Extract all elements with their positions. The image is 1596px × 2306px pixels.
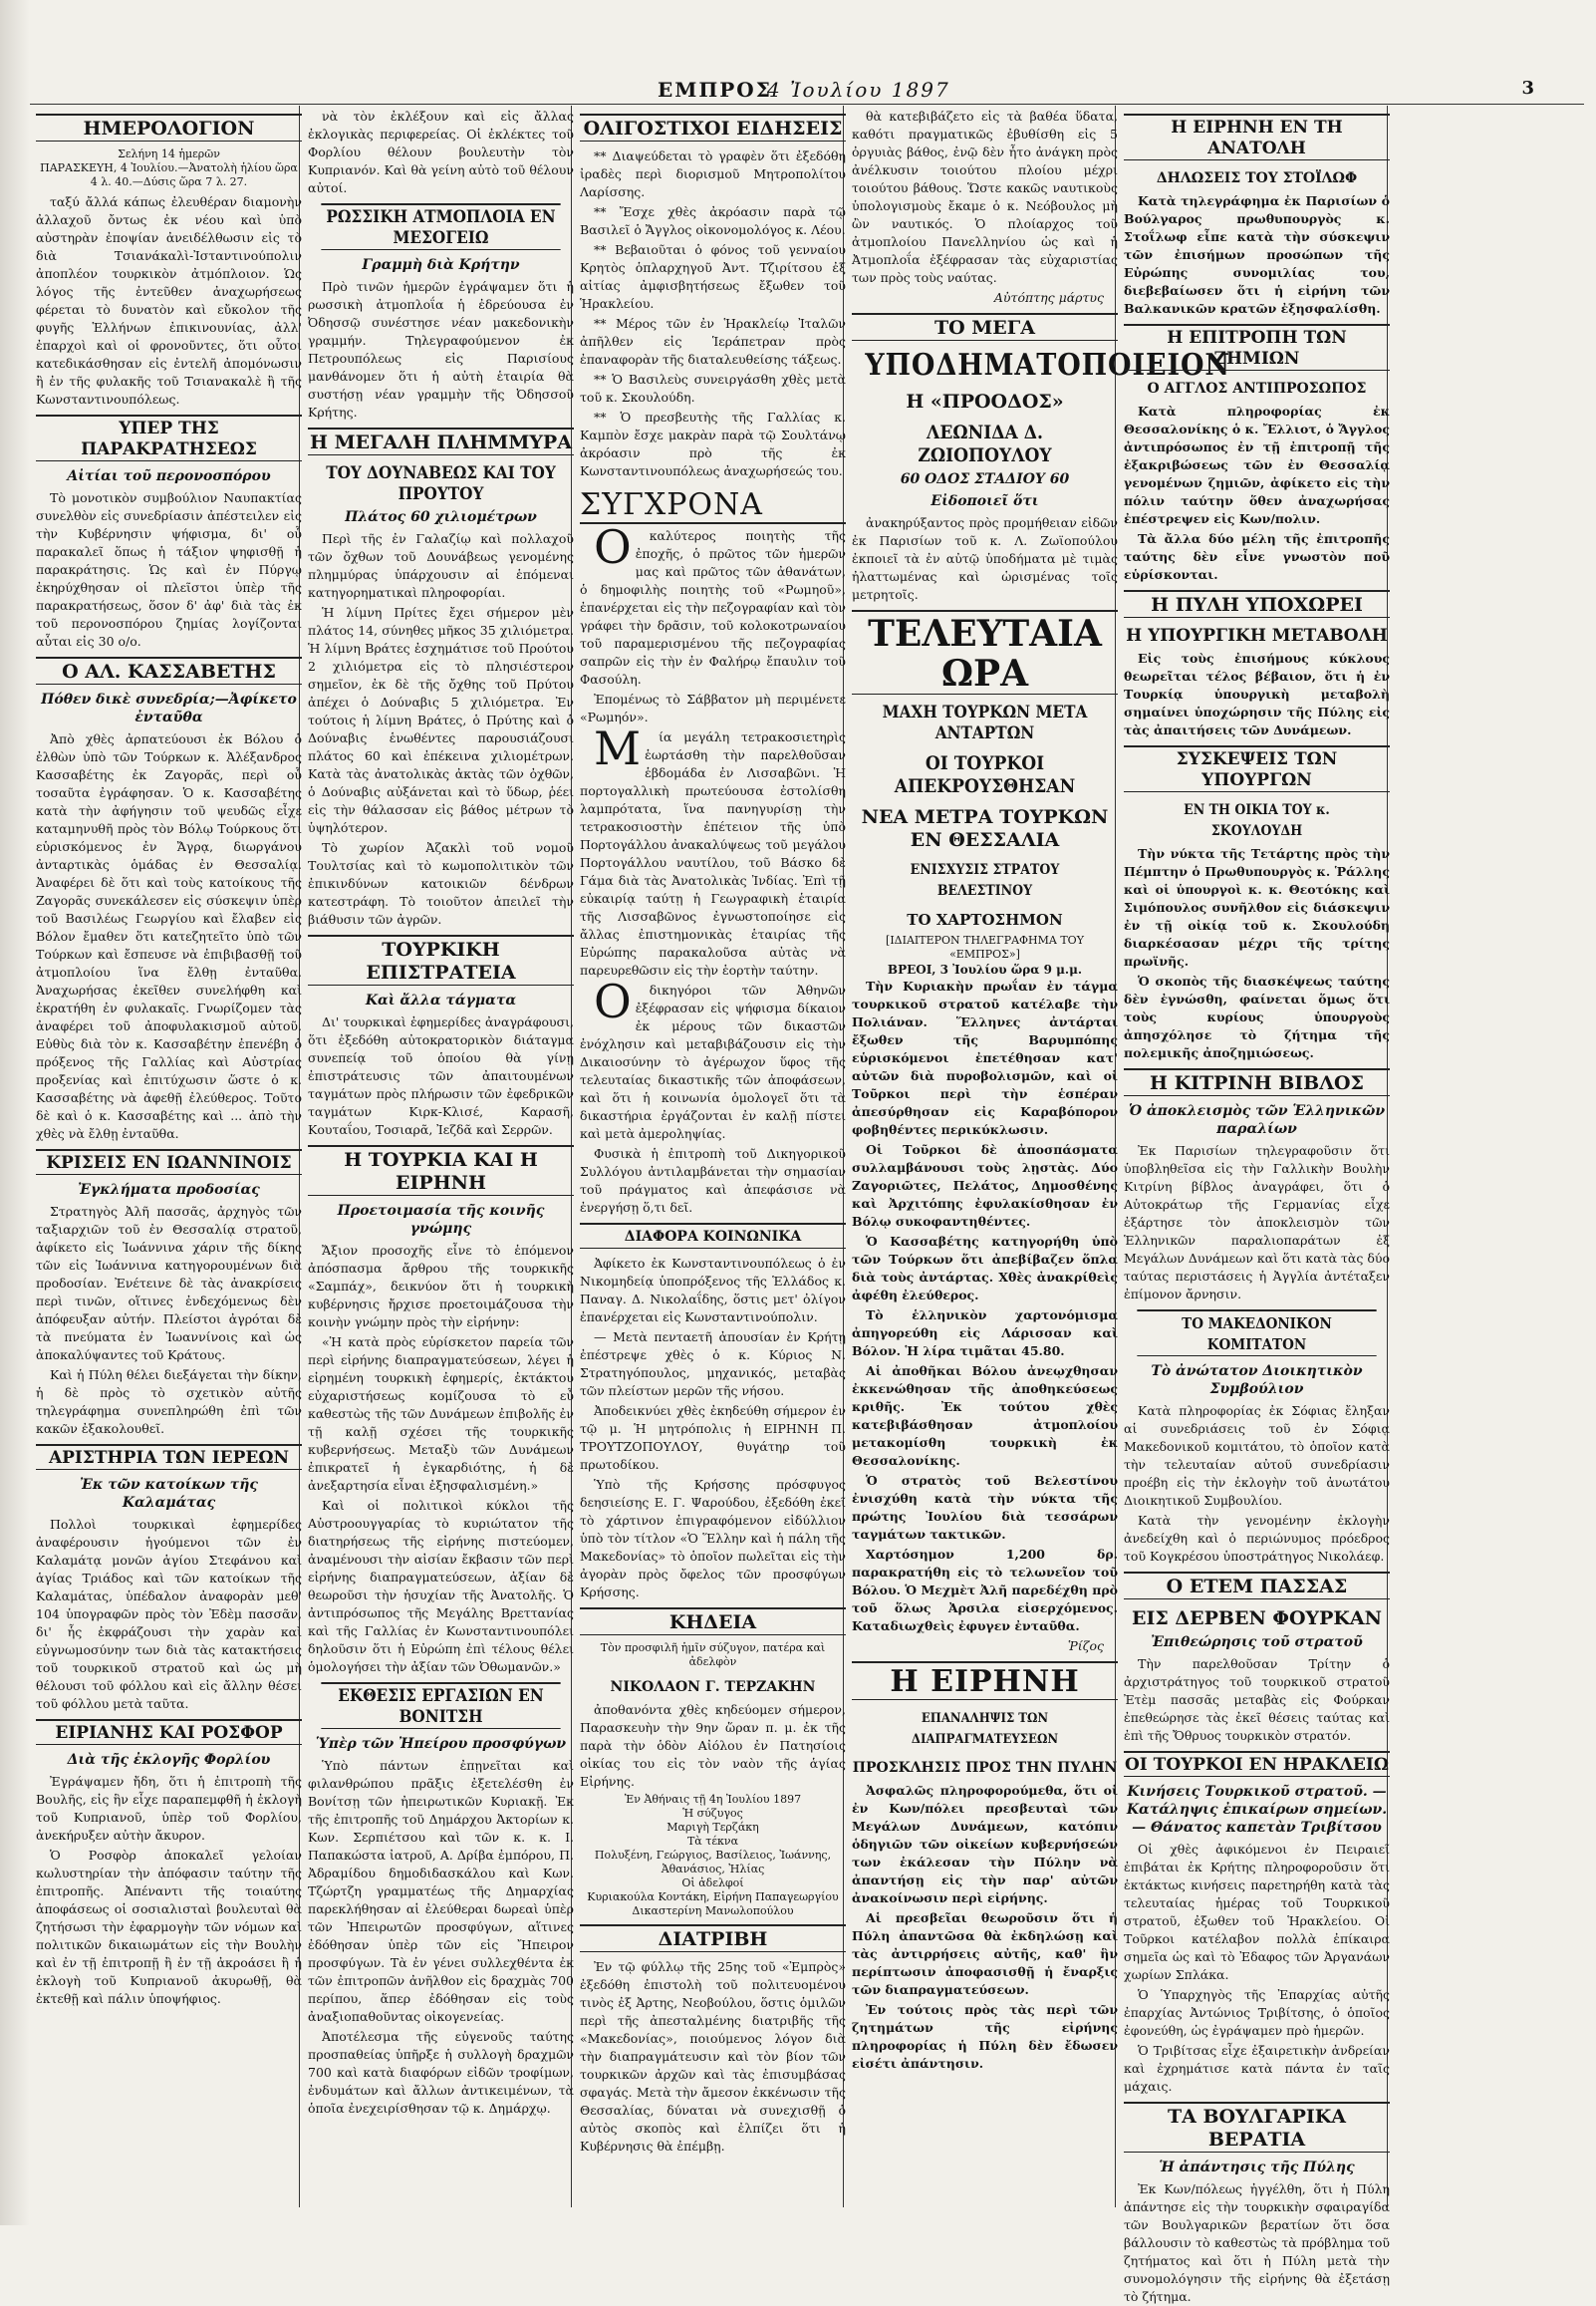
headline: Η ΤΟΥΡΚΙΑ ΚΑΙ Η ΕΙΡΗΝΗ [308, 1145, 574, 1196]
article-text: Κατὰ πληροφορίας ἐκ Θεσσαλονίκης ὁ κ. Ἔλλιοτ, ὁ Ἄγγλος ἀντιπρόσωπος ἐν τῇ ἐπιτροπῇ τῆς ἐξακριβώσεως τῶν ἐν Θεσσαλίᾳ γενομένων ζημιῶν, ἀφίκετο εἰς τὴν πόλιν ταύτην ὅθεν ἀναχωρήσας ἐπέστρεψεν εἰς Κων/πολιν. [1124, 404, 1390, 526]
ad-headline-progress: Η «ΠΡΟΟΔΟΣ» [906, 391, 1064, 413]
funeral-text: ἀποθανόντα χθὲς κηδεύομεν σήμερον, Παρασκευὴν τὴν 9ην ὥραν π. μ. ἐκ τῆς παρὰ τὴν ὁδὸν Αἰόλου ἐν Πατησίοις οἰκίας του εἰς τὸν ναὸν τῆς ἁγίας Εἰρήνης. [580, 1702, 846, 1789]
drop-cap: Μ [594, 721, 642, 775]
brief-item: ** Μέρος τῶν ἐν Ἡρακλείῳ Ἰταλῶν ἀπῆλθεν εἰς Ἱεράπετραν πρὸς ἐπαναφορὰν τῆς διαταλευθείσης τάξεως. [580, 316, 846, 367]
article-text: Ἐν τούτοις πρὸς τὰς περὶ τῶν ζητημάτων τῆς εἰρήνης πληροφορίας ἡ Πύλη δὲν ἔδωσεν εἰσέτι ἀπάντησιν. [852, 2002, 1118, 2071]
article-text: Ὑπὸ τῆς Κρήσσης πρόσφυγος δεησιείσης Ε. Γ. Ψαρούδου, ἐξεδόθη ἐκεῖ τὸ χάρτινον ἐπιγραφόμενον εἰδύλλιον ὑπὸ τὸν τίτλον «Ὁ Ἕλλην καὶ ἡ πάλη τῆς Μακεδονίας» τὸ ὁποῖον πωλεῖται εἰς τὴν ἀγορὰν πρὸς ὄφελος τῶν προσφύγων Κρήσσης. [580, 1477, 846, 1599]
funeral-children-label: Τὰ τέκνα [686, 1835, 739, 1848]
header-rule [30, 104, 1584, 105]
column-text [580, 520, 846, 689]
article-text: Ὁ Ὑπαρχηγὸς τῆς Ἐπαρχίας αὐτῆς ἐπαρχίας Ἀντώνιος Τριβίτσης, ὁ ὁποῖος ἐφονεύθη, ὡς ἐγράψαμεν πρὸ ἡμερῶν. [1124, 1987, 1390, 2038]
column-5 [1118, 108, 1396, 2304]
subheadline: Προετοιμασία τῆς κοινῆς γνώμης [337, 1203, 545, 1237]
brief-item: ** Ὁ πρεσβευτὴς τῆς Γαλλίας κ. Καμπὸν ἔσχε μακρὰν παρὰ τῷ Σουλτάνῳ ἀκρόασιν πρὸ τῆς ἐκ Κωνσταντινουπόλεως ἀναχωρήσεώς του. [580, 410, 846, 478]
column-3 [574, 108, 852, 2205]
article-text: Δι' τουρκικαὶ ἐφημερίδες ἀναγράφουσι, ὅτι ἐξεδόθη αὐτοκρατορικὸν διάταγμα συνεπείᾳ τοῦ ὁποίου θὰ γίνῃ ἐπιστράτευσις τῶν ἀπαιτουμένων ταγμάτων πρὸς πλήρωσιν τῶν ἐφεδρικῶν ταγμάτων Κιρκ-Κλισέ, Καρασῆ, Κουταΐου, Τοσιαρᾶ, Ἰεζδᾶ καὶ Σερρῶν. [308, 1014, 574, 1137]
column-text: Ἐπομένως τὸ Σάββατον μὴ περιμένετε «Ρωμηόν». [580, 692, 846, 724]
headline: ΕΚΘΕΣΙΣ ΕΡΓΑΣΙΩΝ ΕΝ ΒΟΝΙΤΣΗ [321, 1682, 560, 1729]
article-text: Ἀφίκετο ἐκ Κωνσταντινουπόλεως ὁ ἐν Νικομηδείᾳ ὑποπρόξενος τῆς Ἑλλάδος κ. Παναγ. Δ. Νικολαΐδης, ὅστις μετ' ὀλίγον ἐπανέρχεται εἰς Κωνσταντινούπολιν. [580, 1256, 846, 1324]
funeral-siblings: Κυριακούλα Κοντάκη, Εἰρήνη Παπαγεωργίου Δικαστερίνη Μανωλοπούλου [587, 1890, 839, 1917]
subheadline: Ἡ ἀπάντησις τῆς Πύλης [1159, 2160, 1355, 2175]
article-text: Ἀποτέλεσμα τῆς εὐγενοῦς ταύτης προσπαθείας ὑπῆρξε ἡ συλλογὴ δραχμῶν 700 καὶ κατὰ διαφόρων εἰδῶν τροφίμων, ἐνδυμάτων καὶ ἄλλων ἀντικειμένων, τὰ ὁποῖα ἐνεχειρίσθησαν τῷ κ. Δημάρχῳ. [308, 2029, 574, 2116]
funeral-intro: Τὸν προσφιλῆ ἡμῖν σύζυγον, πατέρα καὶ ἀδελφὸν [600, 1641, 826, 1668]
column-text-body: ία μεγάλη τετρακοσιετηρὶς ἑωρτάσθη τὴν παρελθοῦσαν ἑβδομάδα ἐν Λισσαβῶνι. Ἡ πορτογαλλικὴ πρωτεύουσα ἐστολίσθη λαμπρότατα, ἵνα πανηγυρίσῃ τὴν τετρακοσιοστὴν ἐπέτειον τῆς ὑπὸ Πορτογάλλου ἀνακαλύψεως τοῦ μεγάλου Πορτογάλλου ναυτίλου, τοῦ Βάσκο δὲ Γάμα διὰ τὰς Ἀνατολικὰς Ἰνδίας. Ἐπὶ τῇ εὐκαιρίᾳ ταύτῃ ἡ Γεωγραφικὴ ἑταιρία τῆς Λισσαβῶνος ἐγνωστοποίησε εἰς ἄλλας ἐπιστημονικὰς ἑταιρίας τῆς Εὐρώπης παρακαλοῦσα αὐτὰς νὰ παρευρεθῶσιν εἰς τὴν ἑορτὴν ταύτην. [580, 729, 846, 978]
article-text: θὰ κατεβιβάζετο εἰς τὰ βαθέα ὕδατα, καθότι πραγματικῶς ἐβυθίσθη εἰς 5 ὀργυιὰς βάθος, ἐνῷ δὲν ἦτο ἀνάγκη πρὸς ἀνέλκυσιν τοιούτου πλοίου μέχρι τοιούτου βάθους. Ὥστε κακῶς ναυτικοὺς ὑπολογισμοὺς ἔκαμε ὁ κ. Νεόβουλος μὴ ὢν ναυτικός. Ὁ πλοίαρχος τοῦ ἀτμοπλοίου Πανελληνίου ὡς καὶ ἡ Ἀτμοπλοΐα ἐξέφρασαν τὰς εὐχαριστίας των πρὸς τοὺς ναύτας. [852, 109, 1118, 285]
headline: Η ΕΠΙΤΡΟΠΗ ΤΩΝ ΖΗΜΙΩΝ [1124, 324, 1390, 371]
article-text: Οἱ Τοῦρκοι δὲ ἀποσπάσματα συλλαμβάνουσι τοὺς λῃστὰς. Δύο Ζαγοριῶτες, Πελάτος, Δημοσθένης καὶ Ἀρχιτόπης ἐφυλακίσθησαν ἐν Βόλῳ συκοφαντηθέντες. [852, 1142, 1118, 1229]
article-text: νὰ τὸν ἐκλέξουν καὶ εἰς ἄλλας ἐκλογικὰς περιφερείας. Οἱ ἐκλέκτες τοῦ Φορλίου θέλουν βουλευτὴν τὸν Κυπριανόν. Καὶ θὰ γείνη αὐτὸ τοῦ θέλουν αὐτοί. [308, 109, 574, 195]
headline: Η ΠΥΛΗ ΥΠΟΧΩΡΕΙ [1124, 590, 1390, 618]
torn-edge [0, 0, 30, 2225]
ad-headline-owner: ΛΕΩΝΙΔΑ Δ. ΖΩΙΟΠΟΥΛΟΥ [918, 422, 1052, 466]
subheadline: Ὁ ἀποκλεισμὸς τῶν Ἑλληνικῶν παραλίων [1128, 1103, 1386, 1137]
article-text: Ὁ στρατὸς τοῦ Βελεστίνου ἐνισχύθη κατὰ τὴν νύκτα τῆς πρώτης Ἰουλίου διὰ τεσσάρων ταγμάτων τακτικῶν. [852, 1473, 1118, 1542]
headline: ΠΡΟΣΚΛΗΣΙΣ ΠΡΟΣ ΤΗΝ ΠΥΛΗΝ [852, 1760, 1118, 1776]
headline: ΕΙΡΙΑΝΗΣ ΚΑΙ ΡΟΣΦΟΡ [36, 1719, 302, 1745]
article-text: Αἱ πρεσβεῖαι θεωροῦσιν ὅτι ἡ Πύλη ἀπαντῶσα θὰ ἐκδηλώσῃ καὶ τὰς ἀντιρρήσεις αὐτῆς, καθ' ἣν περίπτωσιν ἀποφασισθῇ ἡ ἔναρξις τῶν διαπραγματεύσεων. [852, 1910, 1118, 1997]
headline-funeral: ΚΗΔΕΙΑ [580, 1607, 846, 1635]
drop-cap: Ο [594, 975, 632, 1028]
article-text: Τὴν Κυριακὴν πρωΐαν ἐν τάγμα τουρκικοῦ στρατοῦ κατέλαβε τὴν Πολιάναν. Ἕλληνες ἀντάρται ἔξωθεν τῆς Βαρυμπόπης εὑρισκόμενοι ἐπετέθησαν κατ' αὐτῶν διὰ πυροβολισμῶν, καὶ οἱ Τοῦρκοι περὶ τὴν ἑσπέραν ἀπεσύρθησαν εἰς Καραβόπορον φοβηθέντες περικύκλωσιν. [852, 979, 1118, 1137]
headline-peace: Η ΕΙΡΗΝΗ [852, 1661, 1118, 1700]
headline: ΝΕΑ ΜΕΤΡΑ ΤΟΥΡΚΩΝ ΕΝ ΘΕΣΣΑΛΙΑ [861, 806, 1109, 851]
calendar-sun: ΠΑΡΑΣΚΕΥΗ, 4 Ἰουλίου.—Ἀνατολὴ ἡλίου ὥρα 4 λ. 40.—Δύσις ὥρα 7 λ. 27. [40, 161, 298, 188]
article-text: Εἰς τοὺς ἐπισήμους κύκλους θεωρεῖται τέλος βέβαιον, ὅτι ἡ ἐν Τουρκίᾳ ὑπουργικὴ μεταβολὴ σημαίνει ὑποχώρησιν τῆς Πύλης εἰς τὰς ἀπαιτήσεις τῶν Δυνάμεων. [1124, 651, 1390, 737]
headline: Η ΜΕΓΑΛΗ ΠΛΗΜΜΥΡΑ [308, 428, 574, 455]
headline: ΔΙΑΦΟΡΑ ΚΟΙΝΩΝΙΚΑ [580, 1223, 846, 1249]
article-text: Ἐκ Κων/πόλεως ἠγγέλθη, ὅτι ἡ Πύλη ἀπάντησε εἰς τὴν τουρκικὴν σφαιραγίδα τῶν Βουλγαρικῶν βερατίων ὅτι ὅσα βάλλουσιν τὸ καθεστὼς τὰ πρόβλημα τοῦ ζητήματος καὶ ὅτι ἡ Πύλη μετὰ τὴν συνομολόγησιν τῆς εἰρήνης θὰ ἐξετάσῃ τὸ ζήτημα. [1124, 2181, 1390, 2304]
article-text: Ἀποδεικνύει χθὲς ἐκηδεύθη σήμερον ἐν τῷ μ. Ἡ μητρόπολις ἡ ΕΙΡΗΝΗ Π. ΤΡΟΥΤΖΟΠΟΥΛΟΥ, θυγάτηρ τοῦ πρωτοδίκου. [580, 1403, 846, 1472]
headline: ΣΥΣΚΕΨΕΙΣ ΤΩΝ ΥΠΟΥΡΓΩΝ [1124, 745, 1390, 792]
subheadline: Αἰτίαι τοῦ περονοσπόρου [67, 468, 271, 484]
ad-headline: ΤΟ ΜΕΓΑ [852, 313, 1118, 341]
brief-item: ** Διαψεύδεται τὸ γραφὲν ὅτι ἐξεδόθη ἰραδὲς περὶ διορισμοῦ Μητροπολίτου Λαρίσσης. [580, 148, 846, 199]
article-text: Ἄξιον προσοχῆς εἶνε τὸ ἑπόμενον ἀπόσπασμα ἄρθρου τῆς τουρκικῆς «Σαμπάχ», δεικνύον ὅτι ἡ τουρκικὴ κυβέρνησις ἤρχισε προετοιμάζουσα τὴν κοινὴν γνώμην πρὸς τὴν εἰρήνην: [308, 1243, 574, 1329]
article-text: Ὁ Τριβίτσας εἶχε ἐξαιρετικὴν ἀνδρείαν καὶ ἐχρημάτισε κατὰ πάντα ἐν ταῖς μάχαις. [1124, 2043, 1390, 2094]
article-text: Τὸ χωρίον Ἀζακλὶ τοῦ νομοῦ Τουλτσίας καὶ τὸ κωμοπολιτικὸν τῶν ἐπικινδύνων κατοικιῶν δένδρων κατεστράφη. Τὸ τοιοῦτον ἀπειλεῖ τὴν βιάθυσιν τῶν ἀγρῶν. [308, 840, 574, 927]
article-text: Αἱ ἀποθῆκαι Βόλου ἀνεῳχθησαν ἐκκενώθησαν τῆς ἀποθηκεύσεως κριθῆς. Ἐκ τούτου χθὲς κατεβιβάσθησαν ἀτμοπλοίου μετακομίσθη τουρκικὴ ἐκ Θεσσαλονίκης. [852, 1363, 1118, 1468]
subheadline: Πόθεν δικὲ συνεδρία;—Ἀφίκετο ἐνταῦθα [41, 692, 297, 725]
funeral-children: Πολυξένη, Γεώργιος, Βασίλειος, Ἰωάννης, Ἀθανάσιος, Ἠλίας [594, 1849, 832, 1875]
headline: ΕΠΑΝΑΛΗΨΙΣ ΤΩΝ ΔΙΑΠΡΑΓΜΑΤΕΥΣΕΩΝ [911, 1711, 1059, 1747]
headline: ΟΛΙΓΟΣΤΙΧΟΙ ΕΙΔΗΣΕΙΣ [580, 114, 846, 142]
article-text: Καὶ ἡ Πύλη θέλει διεξάγεται τὴν δίκην, ἡ δὲ πρὸς τὸ σχετικὸν αὐτῆς τηλεγράφημα συνεπληρώθη ἐπὶ τῶν κακῶν ἐξακολουθεῖ. [36, 1367, 302, 1436]
headline: ΔΙΑΤΡΙΒΗ [580, 1924, 846, 1952]
article-text: Ὑπὸ πάντων ἐπῃνεῖται καὶ φιλανθρώπου πρᾶξις ἐξετελέσθη ἐν Βονίτσῃ τῶν ἠπειρωτικῶν Κυριακῇ. Ἐκ τῆς ἐπιτροπῆς τοῦ Δημάρχου Ἀκτορίων κ. Κων. Σερπιέτσου καὶ τῶν κ. κ. Ι. Παπακώστα ἰατροῦ, Α. Δρίβα ἐμπόρου, Π. Ἀδραμίδου δημοδιδασκάλου καὶ Κων. Τζώρτζη γραμματέως τῆς Δημαρχίας παρεκλήθησαν αἱ ἐλεύθεραι δωρεαὶ ὑπὲρ τῶν Ἠπειρωτῶν προσφύγων, αἵτινες ἐδόθησαν ὑπὲρ τῶν εἰς Ἤπειρον προσφύγων. Τὰ ἐν γένει συλλεχθέντα ἐκ τῶν ἐπιτροπῶν ἀνῆλθον εἰς δραχμὰς 700 περίπου, ἅπερ ἐδόθησαν εἰς τοὺς ἀναξιοπαθοῦντας οἰκογενείας. [308, 1758, 574, 2024]
subheadline: Ἐκ τῶν κατοίκων τῆς Καλαμάτας [80, 1477, 258, 1511]
brief-item: ** Ἔσχε χθὲς ἀκρόασιν παρὰ τῷ Βασιλεῖ ὁ Ἄγγλος οἰκονομολόγος κ. Λέου. [580, 204, 846, 237]
headline: ΡΩΣΣΙΚΗ ΑΤΜΟΠΛΟΙΑ ΕΝ ΜΕΣΟΓΕΙΩ [321, 203, 560, 250]
drop-cap: Ο [594, 520, 632, 574]
headline: Ο ΕΤΕΜ ΠΑΣΣΑΣ [1124, 1572, 1390, 1599]
article-text: Τὴν παρελθοῦσαν Τρίτην ὁ ἀρχιστράτηγος τοῦ τουρκικοῦ στρατοῦ Ἐτὲμ πασσᾶς μεταβὰς εἰς Φούρκαν ἐπεθεώρησε τὰς ἐκεῖ θέσεις ταύτας καὶ ἐπὶ τῆς Ὄθρυος τουρκικὸν στρατόν. [1124, 1656, 1390, 1743]
headline: ΟΙ ΤΟΥΡΚΟΙ ΕΝ ΗΡΑΚΛΕΙΩ [1124, 1751, 1390, 1777]
column-text: Φυσικὰ ἡ ἐπιτροπὴ τοῦ Δικηγορικοῦ Συλλόγου ἀντιλαμβάνεται τὴν σημασίαν τοῦ πράγματος καὶ ἀπεφάσισε νὰ ἐνεργήσῃ ὅ,τι δεῖ. [580, 1146, 846, 1215]
headline: ΤΟ ΧΑΡΤΟΣΗΜΟΝ [907, 911, 1063, 929]
page-margin [1390, 108, 1596, 2205]
article-text: Τὸ μονοτικὸν συμβούλιον Ναυπακτίας συνελθὸν εἰς συνεδρίασιν ἀπέστειλεν εἰς τὴν Κυβέρνησιν ψήφισμα, δι' οὗ παρακαλεῖ ὅπως ἡ τάξιον ψηφισθῇ ἡ παρακράτησις. Ὡς καὶ ἐν Πύργῳ ἐκηρύχθησαν οἱ πλεῖστοι ὑπὲρ τῆς παρακρατήσεως, ὅσον δ' ἀφ' διὰ τὰς ἐκ τοῦ περονοσπόρου ζημίας λογίζονται αὗται εἰς 30 ο/ο. [36, 490, 302, 649]
headline: ΕΙΣ ΔΕΡΒΕΝ ΦΟΥΡΚΑΝ [1131, 1607, 1383, 1629]
headline: Η ΚΙΤΡΙΝΗ ΒΙΒΛΟΣ [1124, 1068, 1390, 1096]
ad-text: ἀνακηρύξαντος πρὸς προμήθειαν εἰδῶν ἐκ Παρισίων τοῦ κ. Λ. Ζωϊοπούλου ἐκποιεῖ τὰ ἐν αὐτῷ ὑποδήματα μὲ τιμὰς ἠλαττωμένας καὶ ὡρισμένας τοῖς μετρητοῖς. [852, 515, 1118, 602]
telegram-note: [ΙΔΙΑΙΤΕΡΟΝ ΤΗΛΕΓΡΑΦΗΜΑ ΤΟΥ «ΕΜΠΡΟΣ»] [886, 934, 1084, 961]
article-text: Τὰ ἄλλα δύο μέλη τῆς ἐπιτροπῆς ταύτης δὲν εἶνε γνωστὸν ποῦ εὑρίσκονται. [1124, 531, 1390, 582]
article-text: Ὁ Ροσφὸρ ἀποκαλεῖ γελοίαν κωλυστηρίαν τὴν ἀπόφασιν ταύτην τῆς ἐπιτροπῆς. Ἀπέναντι τῆς τοιαύτης ἀποφάσεως οἱ σοσιαλισταὶ βουλευταὶ θὰ ζητήσωσι τὴν ἐφαρμογὴν τῶν νόμων καὶ πολιτικῶν δικαιωμάτων εἰς τὴν Βουλὴν καὶ ἐν τῇ ἐπιτροπῇ ἢ ἐν τῇ ἀκροάσει ἢ ἡ ἐκλογὴ τοῦ Κυπριανοῦ ἀκυρωθῇ, θὰ ἐκτεθῇ καὶ πάλιν ὑποψήφιος. [36, 1848, 302, 2006]
column-text-body: καλύτερος ποιητὴς τῆς ἐποχῆς, ὁ πρῶτος τῶν ἡμερῶν μας καὶ πρῶτος τῶν ἀθανάτων, ὁ δημοφιλὴς ποιητὴς τοῦ «Ρωμηοῦ», ἐπανέρχεται εἰς τὴν πεζογραφίαν καὶ τὸν γράφει τὴν δρᾶσιν, τοῦ κολοκοτρωναίου τοῦ παραμερισμένου τῆς πεζογραφίας σαπρῶν εἰς τὴν ἐν Φαλήρῳ ἔπαυλιν τοῦ Φασούλη. [580, 528, 846, 687]
funeral-spouse-name: Μαριγὴ Τερζάκη [666, 1821, 759, 1834]
masthead-title: ΕΜΠΡΟΣ [658, 78, 772, 102]
column-2 [302, 108, 580, 2205]
calendar-title: ΗΜΕΡΟΛΟΓΙΟΝ [36, 114, 302, 142]
headline: ΕΝ ΤΗ ΟΙΚΙΑ ΤΟΥ κ. ΣΚΟΥΛΟΥΔΗ [1184, 802, 1330, 839]
subheadline: Ὑπὲρ τῶν Ἠπείρου προσφύγων [315, 1736, 567, 1752]
article-text: — Μετὰ πενταετῆ ἀπουσίαν ἐν Κρήτῃ ἐπέστρεψε χθὲς ὁ κ. Κύριος Ν. Στρατηγόπουλος, μηχανικός, μεταβὰς τῶν πλείστων μερῶν τῆς νήσου. [580, 1329, 846, 1398]
article-text: Πολλοὶ τουρκικαὶ ἐφημερίδες ἀναφέρουσιν ἡγούμενοι τῶν ἐν Καλαμάτᾳ μονῶν ἁγίου Στεφάνου καὶ ἁγίας Τριάδος καὶ τῶν κατοίκων τῆς Καλαμάτας, ὑπέδαλον ἀναφορὰν μεθ' 104 ὑπογραφῶν πρὸς τὸν Ἐδὲμ πασσᾶν, δι' ἧς ἐκφράζουσι τὴν χαρὰν καὶ εὐγνωμοσύνην των διὰ τὰς κατακτήσεις τοῦ τουρκικοῦ στρατοῦ καὶ ὡς μὴ θέλουσι τοῦ φόλλου καὶ εἰς ἄλλην θέσει τοῦ φόλλου μετὰ ταῦτα. [36, 1517, 302, 1711]
column-text-body: δικηγόροι τῶν Ἀθηνῶν ἐξέφρασαν εἰς ψήφισμα δίκαιον ἐκ μέρους τῶν δικαστῶν ἐνόχλησιν καὶ μεταβιβάζουσιν εἰς τὴν Δικαιοσύνην τὸ ἀγέρωχον ὕφος τῆς τελευταίας δικαστικῆς τῶν ἀποφάσεων, καὶ ὅτι ἡ κοινωνία ὁμολογεῖ ὅτι τὰ δικαστήρια ἐργάζονται ἐν καλῇ πίστει καὶ μετὰ ἀμεροληψίας. [580, 983, 846, 1141]
article-text: «Ἡ κατὰ πρὸς εὑρίσκετον παρεία τῶν περὶ εἰρήνης διαπραγματεύσεων, λέγει ἡ εἰρημένη τουρκικὴ ἐφημερίς, ἐκτάκτου εὐχαριστήσεως κομίζουσα τὸ εὖ καθεστὼς τῆς τῶν Δυνάμεων ἐπιβολῆς ἐν τῇ καλῇ σχέσει τῆς τουρκικῆς κυβερνήσεως. Μεταξὺ τῶν Δυνάμεων ἐπικρατεῖ ἡ ἐγκαρδιότης, ἡ δὲ ἀνεξαρτησία εἶναι ἐξησφαλισμένη.» [308, 1334, 574, 1493]
page-number: 3 [1521, 78, 1536, 99]
masthead [658, 78, 1554, 106]
article-text: Ἡ λίμνη Πρίτες ἔχει σήμερον μὲν πλάτος 14, σύνηθες μῆκος 35 χιλιόμετρα. Ἡ λίμνη Βράτες ἐσχημάτισε τοῦ Προύτου 2 χιλιόμετρα εἰς τὸ πλησιέστερον σημεῖον, ἐκ δὲ τῆς ὄχθης τοῦ Πρύτου ἀπέχει ὁ Δούναβις 5 χιλιόμετρα. Ἐν τούτοις ἡ λίμνη Βράτες, ὁ Πρύτης καὶ ὁ Δούναβις ἑνωθέντες παρουσιάζουσι πλάτος 60 καὶ ἐπέκεινα χιλιομέτρων. Κατὰ τὰς ἀνατολικὰς ἀκτὰς τῶν ὀχθῶν, ὁ Δούναβις αὐξάνεται καὶ τὸ ὕδωρ, ῥέει εἰς τὴν θάλασσαν εἰς βάθος μέτρων τὸ ὑψηλότερον. [308, 605, 574, 835]
article-text: Κατὰ τηλεγράφημα ἐκ Παρισίων ὁ Βούλγαρος πρωθυπουργὸς κ. Στοΐλωφ εἶπε κατὰ τὴν σύσκεψιν τῶν ἐπισήμων προσώπων τῆς Εὐρώπης συνομιλίας του, διεβεβαίωσεν ὅτι ἡ εἰρήνη τῶν Βαλκανικῶν κρατῶν ἐξησφαλίσθη. [1124, 193, 1390, 316]
brief-item: ** Βεβαιοῦται ὁ φόνος τοῦ γενναίου Κρητὸς ὁπλαρχηγοῦ Ἀντ. Τζιρίτσου ἐξ αἰτίας ἀμφισβητήσεως ἔξωθεν τοῦ Ἡρακλείου. [580, 242, 846, 311]
article-text: Ἀσφαλῶς πληροφορούμεθα, ὅτι οἱ ἐν Κων/πόλει πρεσβευταὶ τῶν Μεγάλων Δυνάμεων, κατόπιν ὁδηγιῶν τῶν οἰκείων κυβερνήσεών των ἐκάλεσαν τὴν Πύλην νὰ ἀπαντήσῃ εἰς τὴν παρ' αὐτῶν ἀνακοίνωσιν περὶ εἰρήνης. [852, 1783, 1118, 1905]
signature: Αὐτόπτης μάρτυς [993, 290, 1104, 305]
article-text: Τὴν νύκτα τῆς Τετάρτης πρὸς τὴν Πέμπτην ὁ Πρωθυπουργὸς κ. Ῥάλλης καὶ οἱ ὑπουργοὶ κ. κ. Θεοτόκης καὶ Σιμόπουλος συνῆλθον εἰς διάσκεψιν ἐν τῇ οἰκίᾳ τοῦ κ. Σκουλούδη διαρκέσασαν μέχρι τῆς τρίτης πρωϊνῆς. [1124, 846, 1390, 969]
column-text [580, 721, 846, 980]
headline: ΚΡΙΣΕΙΣ ΕΝ ΙΩΑΝΝΙΝΟΙΣ [36, 1149, 302, 1175]
article-text: Περὶ τῆς ἐν Γαλαζίῳ καὶ πολλαχοῦ τῶν ὄχθων τοῦ Δουνάβεως γενομένης πλημμύρας ὑπάρχουσιν αἱ ἑπόμεναι κατηγορηματικαὶ πληροφορίαι. [308, 531, 574, 600]
signature: Ῥίζος [1067, 1638, 1104, 1653]
article-text: Στρατηγὸς Ἀλῆ πασσᾶς, ἀρχηγὸς τῶν ταξιαρχιῶν τοῦ ἐν Θεσσαλίᾳ στρατοῦ, ἀφίκετο εἰς Ἰωάννινα χάριν τῆς δίκης τῶν εἰς Ἰωάννινα κατηγορουμένων διὰ προδοσίαν. Ἐνέτεινε δὲ τὰς ἀνακρίσεις περὶ τινῶν, οἵτινες ἐνδεχόμενως δὲν ἀπόφευξαν αὐτήν. Πλείστοι ἀγρόται δὲ τὰ πνεύματα ἐν Ἰωαννίνοις καὶ ὡς ἀποκαλύψαντες τοῦ Κράτους. [36, 1204, 302, 1362]
article-text: Καὶ οἱ πολιτικοὶ κύκλοι τῆς Αὐστροουγγαρίας τὸ κυριώτατον τῆς διατηρήσεως τῆς εἰρήνης πιστεύομεν, ἀναμένουσι τὴν αἰσίαν ἔκβασιν τῶν περὶ εἰρήνης διαπραγματεύσεων, ἀξίαν δὲ θεωροῦσι τὴν ἡσυχίαν τῆς Ἀνατολῆς. Ὁ ἀντιπρόσωπος τῆς Μεγάλης Βρεττανίας καὶ τῆς Γαλλίας ἐν Κωνσταντινουπόλει δηλοῦσιν ὅτι ἡ Εὐρώπη ἐπὶ τέλους θέλει ὁμολογήσει τὴν ἀξίαν τῶν Ὀθωμανῶν.» [308, 1498, 574, 1674]
dateline: ΒΡΕΟΙ, 3 Ἰουλίου ὥρα 9 μ.μ. [887, 963, 1083, 977]
article-text: Ἐγράψαμεν ἤδη, ὅτι ἡ ἐπιτροπὴ τῆς Βουλῆς, εἰς ἣν εἶχε παραπεμφθῆ ἡ ἐκλογὴ τοῦ Κυπριανοῦ, ὑπὲρ τοῦ Φορλίου, ἀνεκήρυξεν αὐτὴν ἄκυρον. [36, 1774, 302, 1843]
headline: ΕΝΙΣΧΥΣΙΣ ΣΤΡΑΤΟΥ ΒΕΛΕΣΤΙΝΟΥ [910, 862, 1060, 899]
ad-notice: Εἰδοποιεῖ ὅτι [931, 493, 1039, 509]
headline: ΔΗΛΩΣΕΙΣ ΤΟΥ ΣΤΟΪΛΩΦ [1156, 170, 1358, 186]
headline: ΤΟΥΡΚΙΚΗ ΕΠΙΣΤΡΑΤΕΙΑ [308, 935, 574, 986]
masthead-date: 4 Ἰουλίου 1897 [767, 78, 950, 102]
column-text [580, 975, 846, 1143]
subheadline: Διὰ τῆς ἐκλογῆς Φορλίου [67, 1752, 271, 1768]
calendar-moon: Σελήνη 14 ἡμερῶν [118, 147, 220, 160]
subheadline: Πλάτος 60 χιλιομέτρων [345, 509, 537, 525]
article-text: Ὁ σκοπὸς τῆς διασκέψεως ταύτης δὲν ἐγνώσθη, φαίνεται ὅμως ὅτι τοὺς κυρίους ὑπουργοὺς ἀπησχόλησε τὸ ζήτημα τῆς πολεμικῆς ἀποζημιώσεως. [1124, 974, 1390, 1060]
article-text: Οἱ χθὲς ἀφικόμενοι ἐν Πειραιεῖ ἐπιβάται ἐκ Κρήτης πληροφοροῦσιν ὅτι ἐκτάκτως κινήσεις παρετηρήθη κατὰ τὰς τελευταίας ἡμέρας τοῦ Τουρκικοῦ στρατοῦ, ἐξωθεν τοῦ Ἡρακλείου. Οἱ Τοῦρκοι κατέλαβον πολλὰ ἐπίκαιρα σημεῖα ὡς καὶ τὸ Ἐδαφος τῶν Ἀργανάων χωρίων Σπλάκα. [1124, 1842, 1390, 1982]
headline-last-hour: ΤΕΛΕΥΤΑΙΑ ΩΡΑ [852, 610, 1118, 695]
subheadline: Ἐπιθεώρησις τοῦ στρατοῦ [1151, 1634, 1363, 1650]
funeral-date: Ἐν Ἀθήναις τῇ 4η Ἰουλίου 1897 [624, 1793, 802, 1806]
article-text: Κατὰ πληροφορίας ἐκ Σόφιας ἔληξαν αἱ συνεδριάσεις τοῦ ἐν Σόφιᾳ Μακεδονικοῦ κομιτάτου, τὸ ὁποῖον κατὰ τὴν τελευταίαν αὐτοῦ συνεδρίασιν προέβη εἰς τὴν ἐκλογὴν τοῦ ἀνωτάτου Διοικητικοῦ Συμβουλίου. [1124, 1403, 1390, 1508]
headline: ΑΡΙΣΤΗΡΙΑ ΤΩΝ ΙΕΡΕΩΝ [36, 1444, 302, 1470]
subheadline: Γραμμὴ διὰ Κρήτην [362, 257, 520, 273]
article-text: Ἐκ Παρισίων τηλεγραφοῦσιν ὅτι ὑποβληθεῖσα εἰς τὴν Γαλλικὴν Βουλὴν Κιτρίνη βίβλος ἀναγράφει, ὅτι ὁ Αὐτοκράτωρ τῆς Γερμανίας εἶχε ἐξάρτησε τὸν ἀποκλεισμὸν τῶν Ἑλληνικῶν παραλιοπαράτων ἐξ Μεγάλων Δυνάμεων καὶ ὅτι κατὰ τὰς δύο ταύτας περιστάσεις ἡ Ἀγγλία ἀντέταξεν ἐπίμονον ἄρνησιν. [1124, 1143, 1390, 1301]
headline: ΤΟΥ ΔΟΥΝΑΒΕΩΣ ΚΑΙ ΤΟΥ ΠΡΟΥΤΟΥ [326, 463, 556, 504]
funeral-siblings-label: Οἱ ἀδελφοί [681, 1876, 744, 1889]
article-text: Ὁ Κασσαβέτης κατηγορήθη ὑπὸ τῶν Τούρκων ὅτι ἀπεβίβαζεν ὅπλα διὰ τοὺς ἀντάρτας. Χθὲς ἀνακρίθεὶς ἀφέθη ἐλεύθερος. [852, 1234, 1118, 1302]
ad-headline-shoemaker: ΥΠΟΔΗΜΑΤΟΠΟΙΕΙΟΝ [865, 348, 1231, 383]
headline: Η ΕΙΡΗΝΗ ΕΝ ΤΗ ΑΝΑΤΟΛΗ [1124, 114, 1390, 160]
subheadline: Κινήσεις Τουρκικοῦ στρατοῦ. — Κατάληψις ἐπικαίρων σημείων. — Θάνατος καπετὰν Τριβίτσου [1126, 1784, 1388, 1836]
subheadline: Ἐγκλήματα προδοσίας [78, 1182, 260, 1198]
subheadline: Τὸ ἀνώτατον Διοικητικὸν Συμβούλιον [1151, 1363, 1363, 1397]
article-text: Χαρτόσημον 1,200 δρ. παρακρατήθη εἰς τὸ τελωνεῖον τοῦ Βόλου. Ὁ Μεχμὲτ Ἀλῆ παρεδέχθη πρὸ τοῦ ὅλως Ἀρσιλα εἰσερχόμενος. Καταδιωχθεὶς ἐφυγεν ἐνταῦθα. [852, 1547, 1118, 1633]
column-1 [30, 108, 308, 2205]
funeral-spouse-label: Ἡ σύζυγος [682, 1807, 743, 1820]
article-text: Ἀπὸ χθὲς ἀρπατεύουσι ἐκ Βόλου ὁ ἐλθὼν ὑπὸ τῶν Τούρκων κ. Ἀλέξανδρος Κασσαβέτης ἐκ Ζαγορᾶς, περὶ οὗ τοσαῦτα ἐγράφησαν. Ὁ κ. Κασσαβέτης κατὰ τὴν ἀφήγησιν τοῦ ψευδῶς εἶχε καταμηνυθῆ πρὸς τὸν Βόλῳ Τούρκους ὅτι εὑρισκόμενος ἐν Ἄγρᾳ, διωργάνου ἀνταρτικὰς ὁμάδας ἐν Θεσσαλίᾳ. Ἀναφέρει δὲ ὅτι καὶ τοὺς κατοίκους τῆς Ζαγορᾶς συνεκάλεσεν εἰς σύσκεψιν ὑπὲρ τοῦ Βασιλέως Γεωργίου καὶ ἔλαβεν εἰς Βόλον ἔμαθεν ὅτι κατεζητεῖτο ὑπὸ τῶν Τούρκων καὶ ἔσπευσε νὰ ἐπιβιβασθῇ τοῦ ἀτμοπλοίου ἵνα ἔλθῃ ἐνταῦθα. Ἀναχωρήσας ἐκεῖθεν συνελήφθη καὶ ἐκρατήθη ἐν φυλακαῖς. Γνωρίζομεν τὰς ἀναφέρει τοῦ ἀποφυλακισμοῦ αὐτοῦ. Εὐθὺς διὰ τὸν κ. Κασσαβέτην ἐπενέβη ὁ πρόξενος τῆς Γαλλίας καὶ Αὐστρίας προξενίας καὶ ἐπιτύχωσιν ὥστε ὁ κ. Κασσαβέτης νὰ ἀφεθῇ ἐλεύθερος. Τοῦτο δὲ καὶ ὁ κ. Κασσαβέτης καὶ ... ἀπὸ τὴν χθὲς νὰ ἔλθῃ ἐνταῦθα. [36, 731, 302, 1141]
article-text: Τὸ ἑλληνικὸν χαρτονόμισμα ἀπηγορεύθη εἰς Λάρισσαν καὶ Βόλον. Ἡ λίρα τιμᾶται 45.80. [852, 1307, 1118, 1358]
article-text: Κατὰ τὴν γενομένην ἐκλογὴν ἀνεδείχθη καὶ ὁ περιώνυμος πρόεδρος τοῦ Κογκρέσου ὑποστράτηγος Νικολάεφ. [1124, 1513, 1390, 1564]
column-4 [846, 108, 1231, 2205]
article-text: Πρὸ τινῶν ἡμερῶν ἐγράψαμεν ὅτι ἡ ρωσσικὴ ἀτμοπλοΐα ἡ ἐδρεύουσα ἐν Ὀδησσῷ συνέστησε νέαν μακεδονικὴν γραμμήν. Τηλεγραφούμενον ἐκ Πετρουπόλεως εἰς Παρισίους μανθάνομεν ὅτι ἡ αὐτὴ ἑταιρία θὰ συστήσῃ νέαν γραμμὴν τῆς Ὀδησσοῦ Κρήτης. [308, 279, 574, 420]
headline: ΤΑ ΒΟΥΛΓΑΡΙΚΑ ΒΕΡΑΤΙΑ [1124, 2102, 1390, 2153]
brief-item: ** Ὁ Βασιλεὺς συνειργάσθη χθὲς μετὰ τοῦ κ. Σκουλούδη. [580, 372, 846, 405]
section-title-sygchrona: ΣΥΓΧΡΟΝΑ [580, 488, 846, 524]
article-text: Ἐν τῷ φύλλῳ τῆς 25ης τοῦ «Ἐμπρὸς» ἐξεδόθη ἐπιστολὴ τοῦ πολιτευομένου τινὸς ἐξ Ἀρτης, Νεοβούλου, ὅστις ὁμιλῶν περὶ τῆς ἀπεσταλμένης διατριβῆς τῆς «Μακεδονίας», ποιούμενος λόγον διὰ τὴν διαπραγμάτευσιν καὶ τὸν βίον τῶν τουρκικῶν ἀρχῶν καὶ τὰς ἐπισυμβάσας σφαγάς. Μετὰ τὴν ἄμεσον ἐκκένωσιν τῆς Θεσσαλίας, δύναται νὰ συνεχισθῇ ὁ αὐτὸς σκοπὸς καὶ ἐλπίζει ὅτι ἡ Κυβέρνησις θὰ ἐπέμβῃ. [580, 1959, 846, 2154]
funeral-name: ΝΙΚΟΛΑΟΝ Γ. ΤΕΡΖΑΚΗΝ [610, 1679, 816, 1695]
headline: ΟΙ ΤΟΥΡΚΟΙ ΑΠΕΚΡΟΥΣΘΗΣΑΝ [894, 752, 1076, 797]
ad-address: 60 ΟΔΟΣ ΣΤΑΔΙΟΥ 60 [900, 471, 1070, 487]
headline: ΤΟ ΜΑΚΕΔΟΝΙΚΟΝ ΚΟΜΙΤΑΤΟΝ [1137, 1309, 1376, 1356]
article-text: ταξύ ἄλλά κάπως ἐλευθέραν διαμονὴν ἀλλαχοῦ ὄντως ἐκ νέου καὶ ὑπὸ αὐστηρὰν ἐποψίαν ἀνειδέλθωσιν εἰς τὸ διὰ Τσιανάκαλὶ-Ἰσταντινούπολιν ἀποπλέον τουρκικὸν ἀτμόπλοιον. Ὡς λόγος τῆς ἐντεῦθεν ἀναχωρήσεως φέρεται τὸ δυνατὸν καὶ εὔκολον τῆς φυγῆς Ἑλλήνων ἐπικινουνίας, ἀλλ' ἐπαρχοὶ καὶ οἱ φρονοῦντες, ὅτι οὗτοι κατεδικάσθησαν εἰς ἐντελῆ ἀπομόνωσιν ἢ ἐν τῆς φυλακῆς τοῦ Τσιανακαλὲ ἢ τῆς Κωνσταντινουπόλεως. [36, 194, 302, 407]
headline: ΜΑΧΗ ΤΟΥΡΚΩΝ ΜΕΤΑ ΑΝΤΑΡΤΩΝ [882, 703, 1088, 743]
headline: Ο ΑΛ. ΚΑΣΣΑΒΕΤΗΣ [36, 657, 302, 685]
subheadline: Καὶ ἄλλα τάγματα [365, 993, 517, 1009]
headline: Ο ΑΓΓΛΟΣ ΑΝΤΙΠΡΟΣΩΠΟΣ [1147, 381, 1367, 397]
headline: Η ΥΠΟΥΡΓΙΚΗ ΜΕΤΑΒΟΛΗ [1126, 626, 1388, 646]
headline: ΥΠΕΡ ΤΗΣ ΠΑΡΑΚΡΑΤΗΣΕΩΣ [36, 415, 302, 461]
